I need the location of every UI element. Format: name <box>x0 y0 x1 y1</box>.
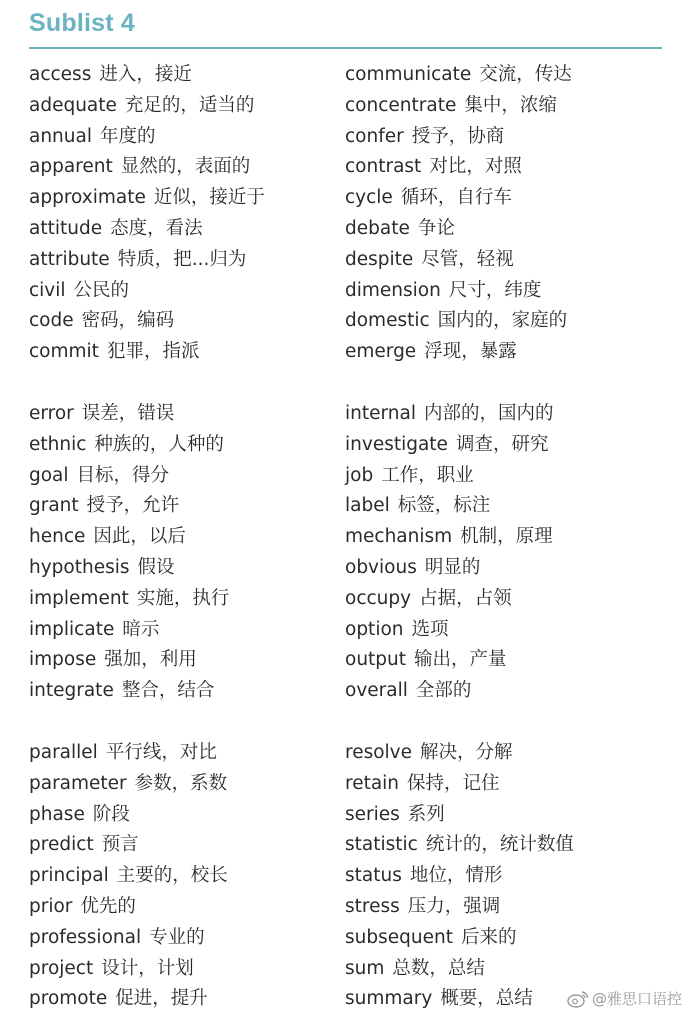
vocab-word: cycle <box>345 187 393 209</box>
vocab-entry <box>345 522 675 553</box>
vocab-entry <box>29 522 329 553</box>
watermark-text: @雅思口语控 <box>591 990 682 1008</box>
vocab-entry <box>29 769 329 800</box>
vocab-word: hypothesis <box>29 556 130 578</box>
vocab-entry <box>29 923 329 954</box>
vocab-entry <box>29 553 329 584</box>
vocab-word: overall <box>345 680 408 702</box>
vocab-entry <box>29 738 329 769</box>
vocab-meaning: 密码，编码 <box>81 310 175 332</box>
vocab-meaning: 内部的，国内的 <box>423 402 554 424</box>
vocab-meaning: 特质，把...归为 <box>117 248 247 270</box>
vocab-meaning: 犯罪，指派 <box>106 341 200 363</box>
vocab-entry <box>29 984 329 1015</box>
vocab-word: mechanism <box>345 526 453 548</box>
vocab-meaning: 授予，协商 <box>411 125 505 147</box>
vocab-meaning: 输出，产量 <box>414 649 507 671</box>
vocab-meaning: 整合，结合 <box>121 680 215 702</box>
vocab-entry <box>345 553 675 584</box>
vocab-word: phase <box>29 803 85 825</box>
vocab-entry <box>29 337 329 368</box>
vocab-entry <box>29 861 329 892</box>
vocab-word: retain <box>345 772 400 794</box>
vocab-word: attitude <box>29 217 103 239</box>
title-underline <box>29 47 662 49</box>
vocab-entry <box>29 830 329 861</box>
page-title: Sublist 4 <box>29 9 135 37</box>
vocab-word: job <box>345 464 374 486</box>
vocab-meaning: 优先的 <box>80 895 136 917</box>
vocab-meaning: 地位，情形 <box>409 865 503 887</box>
vocab-word: principal <box>29 865 109 887</box>
vocab-meaning: 后来的 <box>460 926 517 948</box>
vocab-entry <box>345 861 675 892</box>
vocab-entry <box>29 461 329 492</box>
vocab-word: debate <box>345 217 410 239</box>
vocab-entry <box>345 152 675 183</box>
word-group <box>345 738 675 1015</box>
word-group <box>345 399 675 707</box>
vocab-meaning: 集中，浓缩 <box>464 94 557 116</box>
vocab-entry <box>29 954 329 985</box>
vocab-word: attribute <box>29 248 110 270</box>
vocab-meaning: 强加，利用 <box>104 649 197 671</box>
vocab-meaning: 概要，总结 <box>440 988 533 1010</box>
vocab-meaning: 调查，研究 <box>455 433 549 455</box>
vocab-meaning: 近似，接近于 <box>153 187 265 209</box>
vocab-meaning: 总数，总结 <box>392 957 485 979</box>
vocab-entry <box>29 122 329 153</box>
vocab-entry <box>345 214 675 245</box>
vocab-entry <box>29 276 329 307</box>
vocab-meaning: 授予，允许 <box>86 495 180 517</box>
vocab-word: confer <box>345 125 404 147</box>
vocab-word: prior <box>29 895 73 917</box>
vocab-entry <box>29 60 329 91</box>
vocab-word: ethnic <box>29 433 87 455</box>
vocab-word: adequate <box>29 94 117 116</box>
vocab-word: civil <box>29 279 66 301</box>
vocab-word: despite <box>345 248 414 270</box>
vocab-word: summary <box>345 988 433 1010</box>
vocab-meaning: 系列 <box>407 803 445 825</box>
vocab-meaning: 占据，占领 <box>419 587 512 609</box>
vocab-meaning: 因此，以后 <box>93 526 186 548</box>
vocab-meaning: 进入，接近 <box>99 64 192 85</box>
vocab-meaning: 主要的，校长 <box>116 865 228 887</box>
vocab-word: integrate <box>29 680 114 702</box>
vocab-word: obvious <box>345 556 417 578</box>
vocab-entry <box>29 892 329 923</box>
vocab-entry <box>345 245 675 276</box>
vocab-word: parameter <box>29 772 127 794</box>
vocab-entry <box>345 584 675 615</box>
vocab-entry <box>29 399 329 430</box>
vocab-meaning: 专业的 <box>149 926 205 948</box>
left-column <box>29 60 329 1015</box>
vocab-word: commit <box>29 341 99 363</box>
vocab-entry <box>29 491 329 522</box>
vocab-meaning: 实施，执行 <box>136 587 230 609</box>
right-column <box>345 60 675 1015</box>
vocab-entry <box>345 399 675 430</box>
vocab-word: impose <box>29 649 97 671</box>
vocab-entry <box>345 91 675 122</box>
vocab-word: grant <box>29 495 79 517</box>
vocab-entry <box>29 676 329 707</box>
vocab-entry <box>345 430 675 461</box>
vocab-meaning: 保持，记住 <box>407 772 500 794</box>
vocab-word: code <box>29 310 74 332</box>
vocab-entry <box>345 615 675 646</box>
vocab-meaning: 公民的 <box>73 279 130 301</box>
vocab-word: concentrate <box>345 94 457 116</box>
vocab-meaning: 平行线，对比 <box>105 741 217 763</box>
vocab-word: domestic <box>345 310 430 332</box>
vocab-word: label <box>345 495 390 517</box>
vocab-word: hence <box>29 526 86 548</box>
vocab-meaning: 预言 <box>101 834 139 856</box>
vocab-entry <box>345 337 675 368</box>
vocab-word: predict <box>29 834 94 856</box>
vocab-entry <box>345 676 675 707</box>
vocab-entry <box>345 892 675 923</box>
vocab-meaning: 促进，提升 <box>115 988 208 1010</box>
vocab-meaning: 对比，对照 <box>429 156 522 178</box>
vocab-word: access <box>29 64 92 85</box>
vocab-meaning: 明显的 <box>424 556 481 578</box>
vocab-entry <box>345 306 675 337</box>
weibo-icon <box>567 990 589 1008</box>
vocab-meaning: 种族的，人种的 <box>94 433 224 455</box>
vocab-word: goal <box>29 464 69 486</box>
vocab-meaning: 态度，看法 <box>110 217 203 239</box>
vocab-word: annual <box>29 125 92 147</box>
vocab-meaning: 选项 <box>411 618 449 640</box>
vocab-meaning: 解决，分解 <box>420 741 513 763</box>
vocab-entry <box>29 245 329 276</box>
watermark <box>567 988 682 1009</box>
vocab-meaning: 目标，得分 <box>76 464 170 486</box>
vocab-meaning: 循环，自行车 <box>400 187 512 209</box>
vocab-meaning: 设计，计划 <box>101 957 194 979</box>
word-group <box>345 60 675 368</box>
vocab-meaning: 工作，职业 <box>381 464 474 486</box>
vocab-word: status <box>345 865 402 887</box>
vocab-word: professional <box>29 926 142 948</box>
vocab-word: contrast <box>345 156 422 178</box>
vocab-meaning: 暗示 <box>122 618 160 640</box>
vocab-word: stress <box>345 895 400 917</box>
vocab-word: resolve <box>345 741 413 763</box>
vocab-entry <box>29 430 329 461</box>
vocab-meaning: 尺寸，纬度 <box>448 279 542 301</box>
vocab-meaning: 统计的，统计数值 <box>425 834 574 856</box>
vocab-entry <box>345 183 675 214</box>
vocab-word: parallel <box>29 741 98 763</box>
vocab-word: sum <box>345 957 385 979</box>
vocab-entry <box>29 306 329 337</box>
vocab-entry <box>345 923 675 954</box>
vocab-word: subsequent <box>345 926 453 948</box>
vocab-word: occupy <box>345 587 412 609</box>
vocab-meaning: 争论 <box>417 217 455 239</box>
vocab-meaning: 浮现，暴露 <box>424 341 517 363</box>
vocab-word: emerge <box>345 341 417 363</box>
vocab-meaning: 标签，标注 <box>397 495 491 517</box>
vocab-meaning: 压力，强调 <box>407 895 501 917</box>
vocab-meaning: 显然的，表面的 <box>120 156 251 178</box>
vocab-entry <box>345 491 675 522</box>
vocab-word: option <box>345 618 404 640</box>
vocab-word: communicate <box>345 64 472 85</box>
vocab-meaning: 尽管，轻视 <box>421 248 514 270</box>
vocab-meaning: 机制，原理 <box>460 526 553 548</box>
vocab-entry <box>345 954 675 985</box>
vocab-word: statistic <box>345 834 418 856</box>
vocab-entry <box>345 769 675 800</box>
vocab-word: promote <box>29 988 108 1010</box>
vocab-entry <box>345 60 675 91</box>
word-group <box>29 60 329 368</box>
vocab-word: approximate <box>29 187 146 209</box>
vocab-meaning: 国内的，家庭的 <box>437 310 568 332</box>
vocab-meaning: 假设 <box>137 556 175 578</box>
vocab-entry <box>29 584 329 615</box>
vocab-entry <box>29 214 329 245</box>
vocab-word: error <box>29 402 74 424</box>
vocab-word: implement <box>29 587 129 609</box>
vocab-entry <box>29 615 329 646</box>
vocab-entry <box>29 183 329 214</box>
vocab-meaning: 全部的 <box>415 680 472 702</box>
vocab-meaning: 阶段 <box>92 803 130 825</box>
vocab-word: output <box>345 649 407 671</box>
vocab-entry <box>29 645 329 676</box>
vocab-meaning: 充足的，适当的 <box>124 94 255 116</box>
vocab-entry <box>345 645 675 676</box>
vocab-entry <box>29 152 329 183</box>
word-group <box>29 738 329 1015</box>
vocab-entry <box>345 830 675 861</box>
word-group <box>29 399 329 707</box>
vocab-word: dimension <box>345 279 441 301</box>
vocab-word: apparent <box>29 156 113 178</box>
vocab-word: series <box>345 803 400 825</box>
vocab-entry <box>345 738 675 769</box>
vocab-entry <box>345 800 675 831</box>
vocab-entry <box>29 800 329 831</box>
vocab-word: internal <box>345 402 416 424</box>
vocab-meaning: 年度的 <box>100 125 156 147</box>
vocab-word: implicate <box>29 618 115 640</box>
vocab-entry <box>345 461 675 492</box>
vocab-meaning: 误差，错误 <box>81 402 175 424</box>
vocab-entry <box>29 91 329 122</box>
vocab-entry <box>345 276 675 307</box>
vocab-meaning: 交流，传达 <box>479 64 572 85</box>
vocab-meaning: 参数，系数 <box>134 772 228 794</box>
vocab-word: investigate <box>345 433 448 455</box>
vocab-entry <box>345 122 675 153</box>
vocab-word: project <box>29 957 94 979</box>
